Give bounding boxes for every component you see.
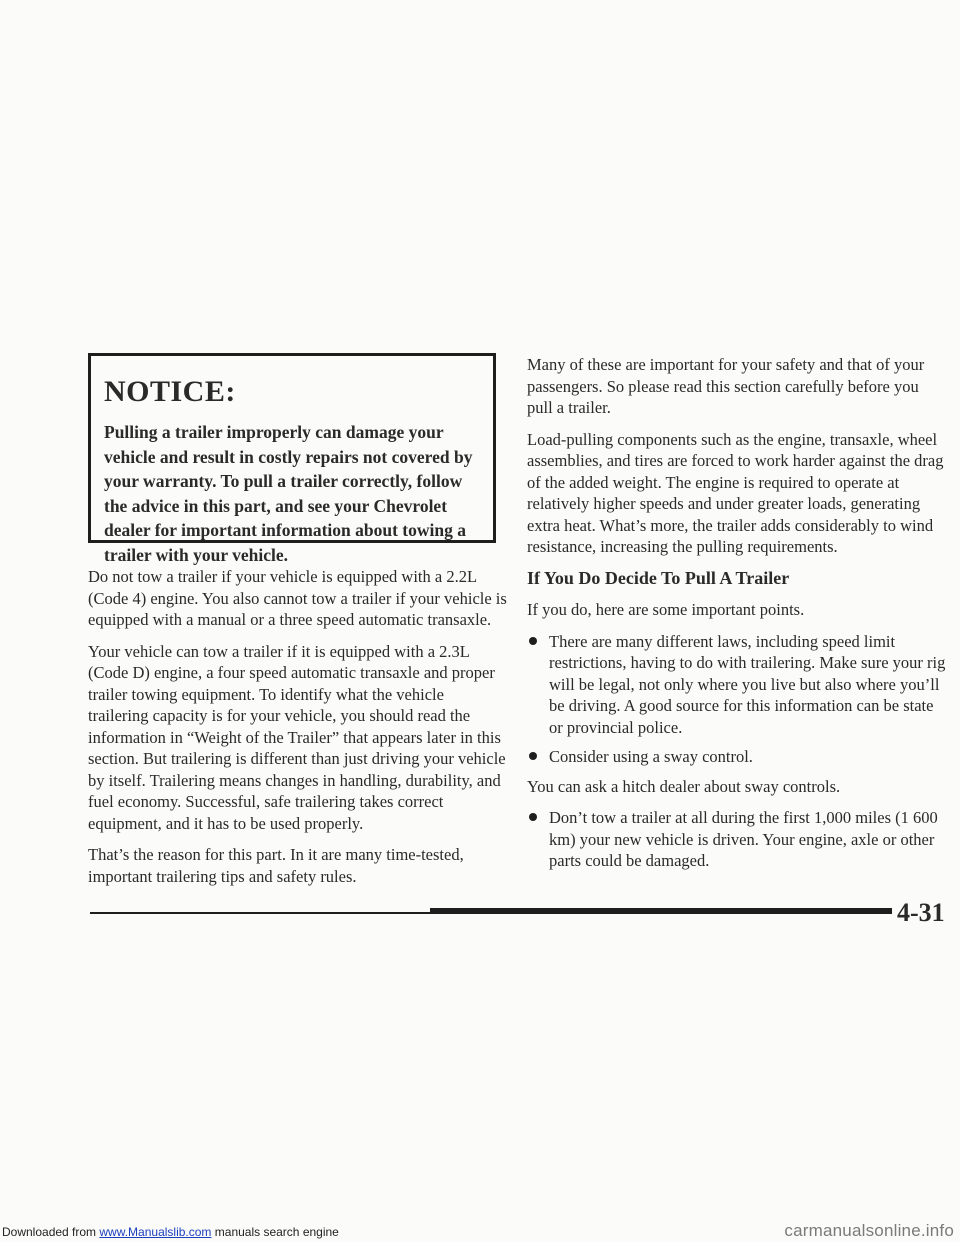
footer-rule-thick (430, 908, 892, 914)
manualslib-link[interactable]: www.Manualslib.com (99, 1225, 212, 1239)
paragraph: That’s the reason for this part. In it are many time-tested, important trailering tips and safety rules. (88, 845, 464, 886)
list-item-text: Consider using a sway control. (549, 747, 753, 766)
right-column (527, 354, 947, 880)
page-number: 4-31 (897, 898, 945, 927)
watermark: carmanualsonline.info (784, 1221, 954, 1240)
list-item (527, 807, 947, 872)
notice-text: Pulling a trailer improperly can damage your vehicle and result in costly repairs not covered by your warranty. To pull a trailer correctly, follow the advice in this part, and see your Chevrolet dealer for important information about towing a trailer with your vehicle. (104, 422, 473, 565)
list-item (527, 746, 947, 768)
paragraph: Load-pulling components such as the engine, transaxle, wheel assemblies, and tires are forced to work harder against the drag of the added weight. The engine is required to operate at relatively higher speeds and under greater loads, generating extra heat. What’s more, the trailer adds considerably to wind resistance, increasing the pulling requirements. (527, 429, 944, 556)
download-banner (2, 1225, 339, 1239)
section-heading: If You Do Decide To Pull A Trailer (527, 567, 790, 588)
bullet-list (527, 631, 947, 768)
list-item-text: Don’t tow a trailer at all during the first 1,000 miles (1 600 km) your new vehicle is driven. Your engine, axle or other parts could be damaged. (549, 808, 938, 870)
banner-prefix: Downloaded from (2, 1225, 100, 1239)
bullet-icon (529, 752, 537, 760)
paragraph: Your vehicle can tow a trailer if it is equipped with a 2.3L (Code D) engine, a four speed automatic transaxle and proper trailer towing equipment. To identify what the vehicle trailering capacity is for your vehicle, you should read the information in “Weight of the Trailer” that appears later in this section. But trailering is different than just driving your vehicle by itself. Trailering means changes in handling, durability, and fuel economy. Successful, safe trailering takes correct equipment, and it has to be used properly. (88, 641, 506, 833)
bullet-icon (529, 637, 537, 645)
list-item (527, 631, 947, 739)
bullet-icon (529, 813, 537, 821)
left-column (88, 566, 508, 897)
paragraph: You can ask a hitch dealer about sway controls. (527, 776, 841, 796)
bullet-list (527, 807, 947, 872)
paragraph: Many of these are important for your safety and that of your passengers. So please read this section carefully before you pull a trailer. (527, 355, 925, 417)
list-item-text: There are many different laws, including speed limit restrictions, having to do with trailering. Make sure your rig will be legal, not only where you live but also where you’ll be driving. A good source for this information can be state or provincial police. (549, 631, 946, 737)
notice-box (88, 353, 496, 565)
paragraph: Do not tow a trailer if your vehicle is equipped with a 2.2L (Code 4) engine. You also cannot tow a trailer if your vehicle is equipped with a manual or a three speed automatic transaxle. (88, 567, 507, 629)
paragraph: If you do, here are some important points. (527, 600, 805, 619)
banner-suffix: manuals search engine (211, 1225, 339, 1239)
notice-title: NOTICE: (104, 375, 236, 408)
